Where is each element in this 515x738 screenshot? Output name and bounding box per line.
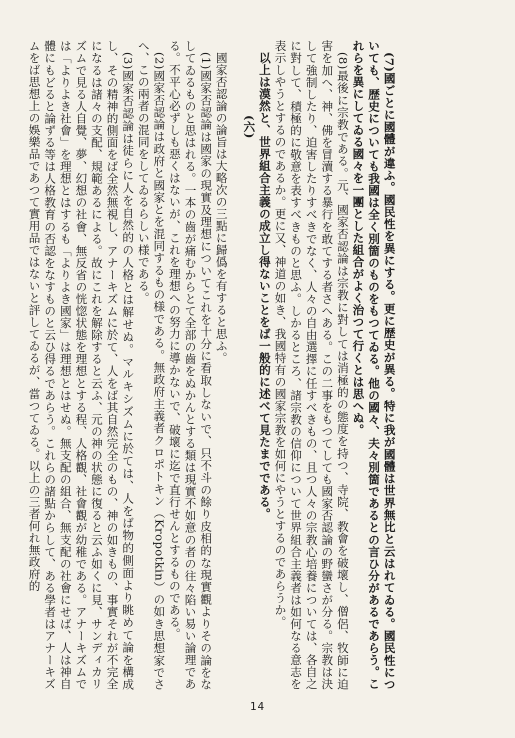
paragraph-point-1: (1)國家否認論は國家の現實及理想についてこれを十分に看取しないで、只不斗の餘り皮相的な現實觀よりその論をなしてゐるものと思はれる。一本の齒が痛むからとて全部の齒をぬかんとする類は現實不如意の者の往々陷い易い論理である。不平心必ずしも惡くはないが、これを理想への努力に導かないで、破壞に迄で直行せんとするものである。	[167, 40, 214, 690]
paragraph-intro: 國家否認論の論旨は大略次の三點に歸僞を有すると思ふ。	[214, 51, 229, 364]
page-text-area	[26, 40, 492, 690]
vertical-text-body	[26, 40, 397, 690]
page-number: 14	[249, 700, 266, 713]
paragraph-8: (8)最後に宗教である。元、國家否認論は宗教に對しては消極的の態度を持つ、寺院、教會を破壞し、僧侶、牧師に迫害を加へ、神、佛を冒瀆する暴行を敢てする者さへある。この二事をもつてしても國家否認論の野蠻さが分る。宗教は決して強制したり、迫害したりすべきでなく、人々の自由選擇に任すべきもの、且つ人々の宗教心培養については、各自之に對して、積極的に敬意を表すべきものと思ふ。しかるところ、諸宗教の信仰について世界組合主義者は如何なる意志を表示しやうとするのであるか。更に又、神道の如き、我國特有の國家宗教を如何にやうとするのであらうか。	[273, 40, 350, 690]
paragraph-7: (7)國ごとに國體が違ふ。國民性を異にする。更に歴史が異る。特に我が國體は世界無比と云はれてゐる。國民性についても、歴史についても我國は全く別箇のものをもつてゐる。他の國々、夫々別箇であるとの言ひ分があるであらう。これらを異にしてゐる國々を一團とした組合がよく治つて行くとは思へぬ。	[351, 40, 397, 690]
section-heading: (六)	[242, 115, 257, 140]
paragraph-conclusion: 以上は漠然と、世界組合主義の成立し得ないことをば一般的に述べて見たまでである。	[257, 51, 272, 520]
paragraph-point-3: (3)國家否認論は徒らに人を自然的の人格とは解せぬ。マルキシズムに於ては、人をば物的側面より眺めて論を構成し、その精神的側面をば全然無視し、アナーキズムに於て、人をば其自然完全のもの、神の如きもの、事實それが不完全になるは諸々の支配、規範あるによる。故にこれを解除すると云ふ、元の神の状態に復ると云ふ如くに見、サンディカリズムで見る人自覺、夢、幻想の社會、無反省の恍惚状態を理想とする程、人格觀、社會觀が幼稚である。アナーキズムでは「よりよき社會」を理想とはするも「よりよき國家」は理想とはせぬ。無支配の組合、無支配の社會にせば、人は神自體にもどると論ずる等は人格教育の否認をなすものと云ひ得るであらう。これらの諸點からして、ある學者はアナーキズムをば思想上の娛樂品であつて實用品ではないと評してゐるが、當つてゐる。以上の三者何れ無政府的	[27, 40, 136, 690]
paragraph-point-2: (2)國家否認論は政府と國家とを混同するもの様である。無政府主義者クロポトキン（Kropotkin）の如き思想家でさへ、この兩者の混同をしてゐるらしい様である。	[136, 40, 167, 690]
